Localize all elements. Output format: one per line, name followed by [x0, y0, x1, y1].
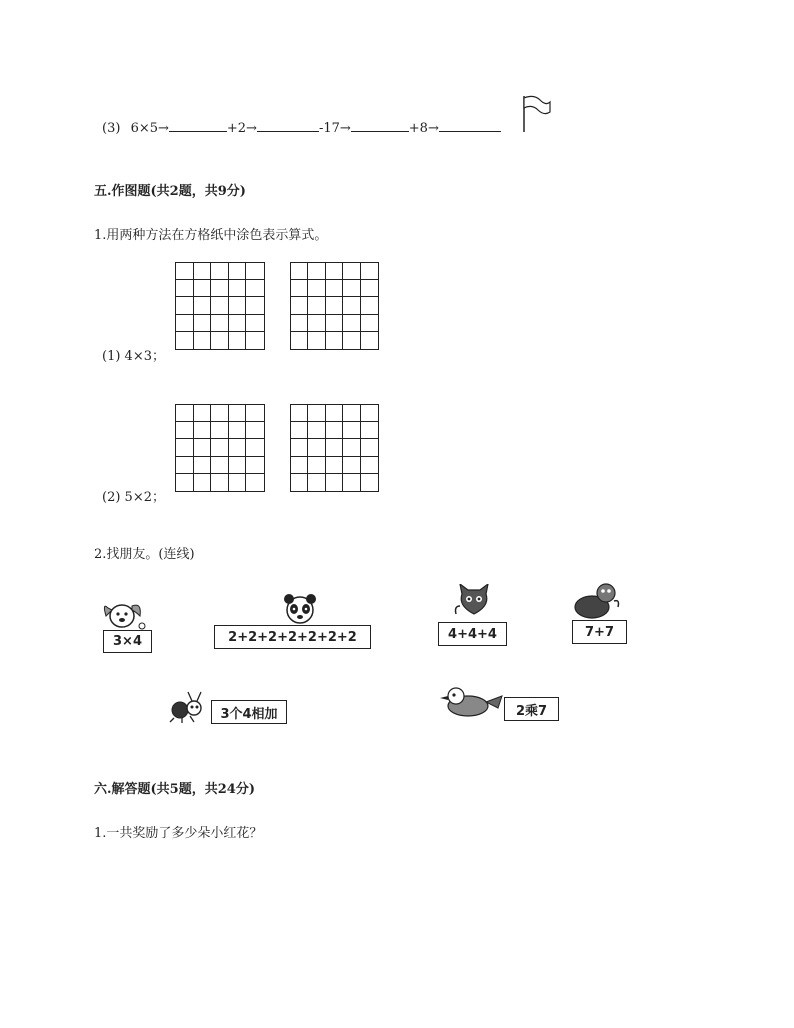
card-4-plus-4-plus-4[interactable]: 4+4+4: [438, 622, 507, 646]
answer-blank-1[interactable]: [169, 119, 227, 132]
panda-icon: [278, 591, 322, 627]
question-5-1: 1.用两种方法在方格纸中涂色表示算式。: [94, 228, 328, 243]
part-1-label: (1) 4×3；: [102, 349, 165, 364]
sequence-label: (3): [102, 121, 121, 136]
sequence-start: 6×5→: [130, 121, 169, 136]
card-3x4[interactable]: 3×4: [103, 630, 152, 653]
answer-blank-4[interactable]: [439, 119, 501, 132]
turtle-icon: [572, 581, 622, 619]
grid-5x2-a[interactable]: [175, 404, 265, 492]
card-7-plus-7[interactable]: 7+7: [572, 620, 627, 644]
grid-4x3-b[interactable]: [290, 262, 379, 350]
question-5-2: 2.找朋友。(连线): [94, 547, 195, 562]
sequence-step-1: +2→: [226, 121, 257, 136]
card-add-2-seven-times[interactable]: 2+2+2+2+2+2+2: [214, 625, 371, 649]
bird-icon: [438, 684, 504, 720]
card-three-fours-added[interactable]: 3个4相加: [211, 700, 287, 724]
grid-5x2-b[interactable]: [290, 404, 379, 492]
sequence-line: [102, 119, 501, 136]
cat-icon: [452, 584, 496, 620]
answer-blank-3[interactable]: [351, 119, 409, 132]
question-6-1: 1.一共奖励了多少朵小红花？: [94, 826, 263, 841]
card-2-times-7[interactable]: 2乘7: [504, 697, 559, 721]
flag-icon: [520, 94, 554, 134]
section-5-heading: 五.作图题(共2题，共9分): [94, 184, 246, 199]
dog-icon: [100, 598, 148, 632]
part-2-label: (2) 5×2；: [102, 490, 165, 505]
sequence-step-2: -17→: [318, 121, 351, 136]
section-6-heading: 六.解答题(共5题，共24分): [94, 782, 255, 797]
grid-4x3-a[interactable]: [175, 262, 265, 350]
sequence-step-3: +8→: [408, 121, 439, 136]
answer-blank-2[interactable]: [257, 119, 319, 132]
ant-icon: [166, 688, 210, 724]
